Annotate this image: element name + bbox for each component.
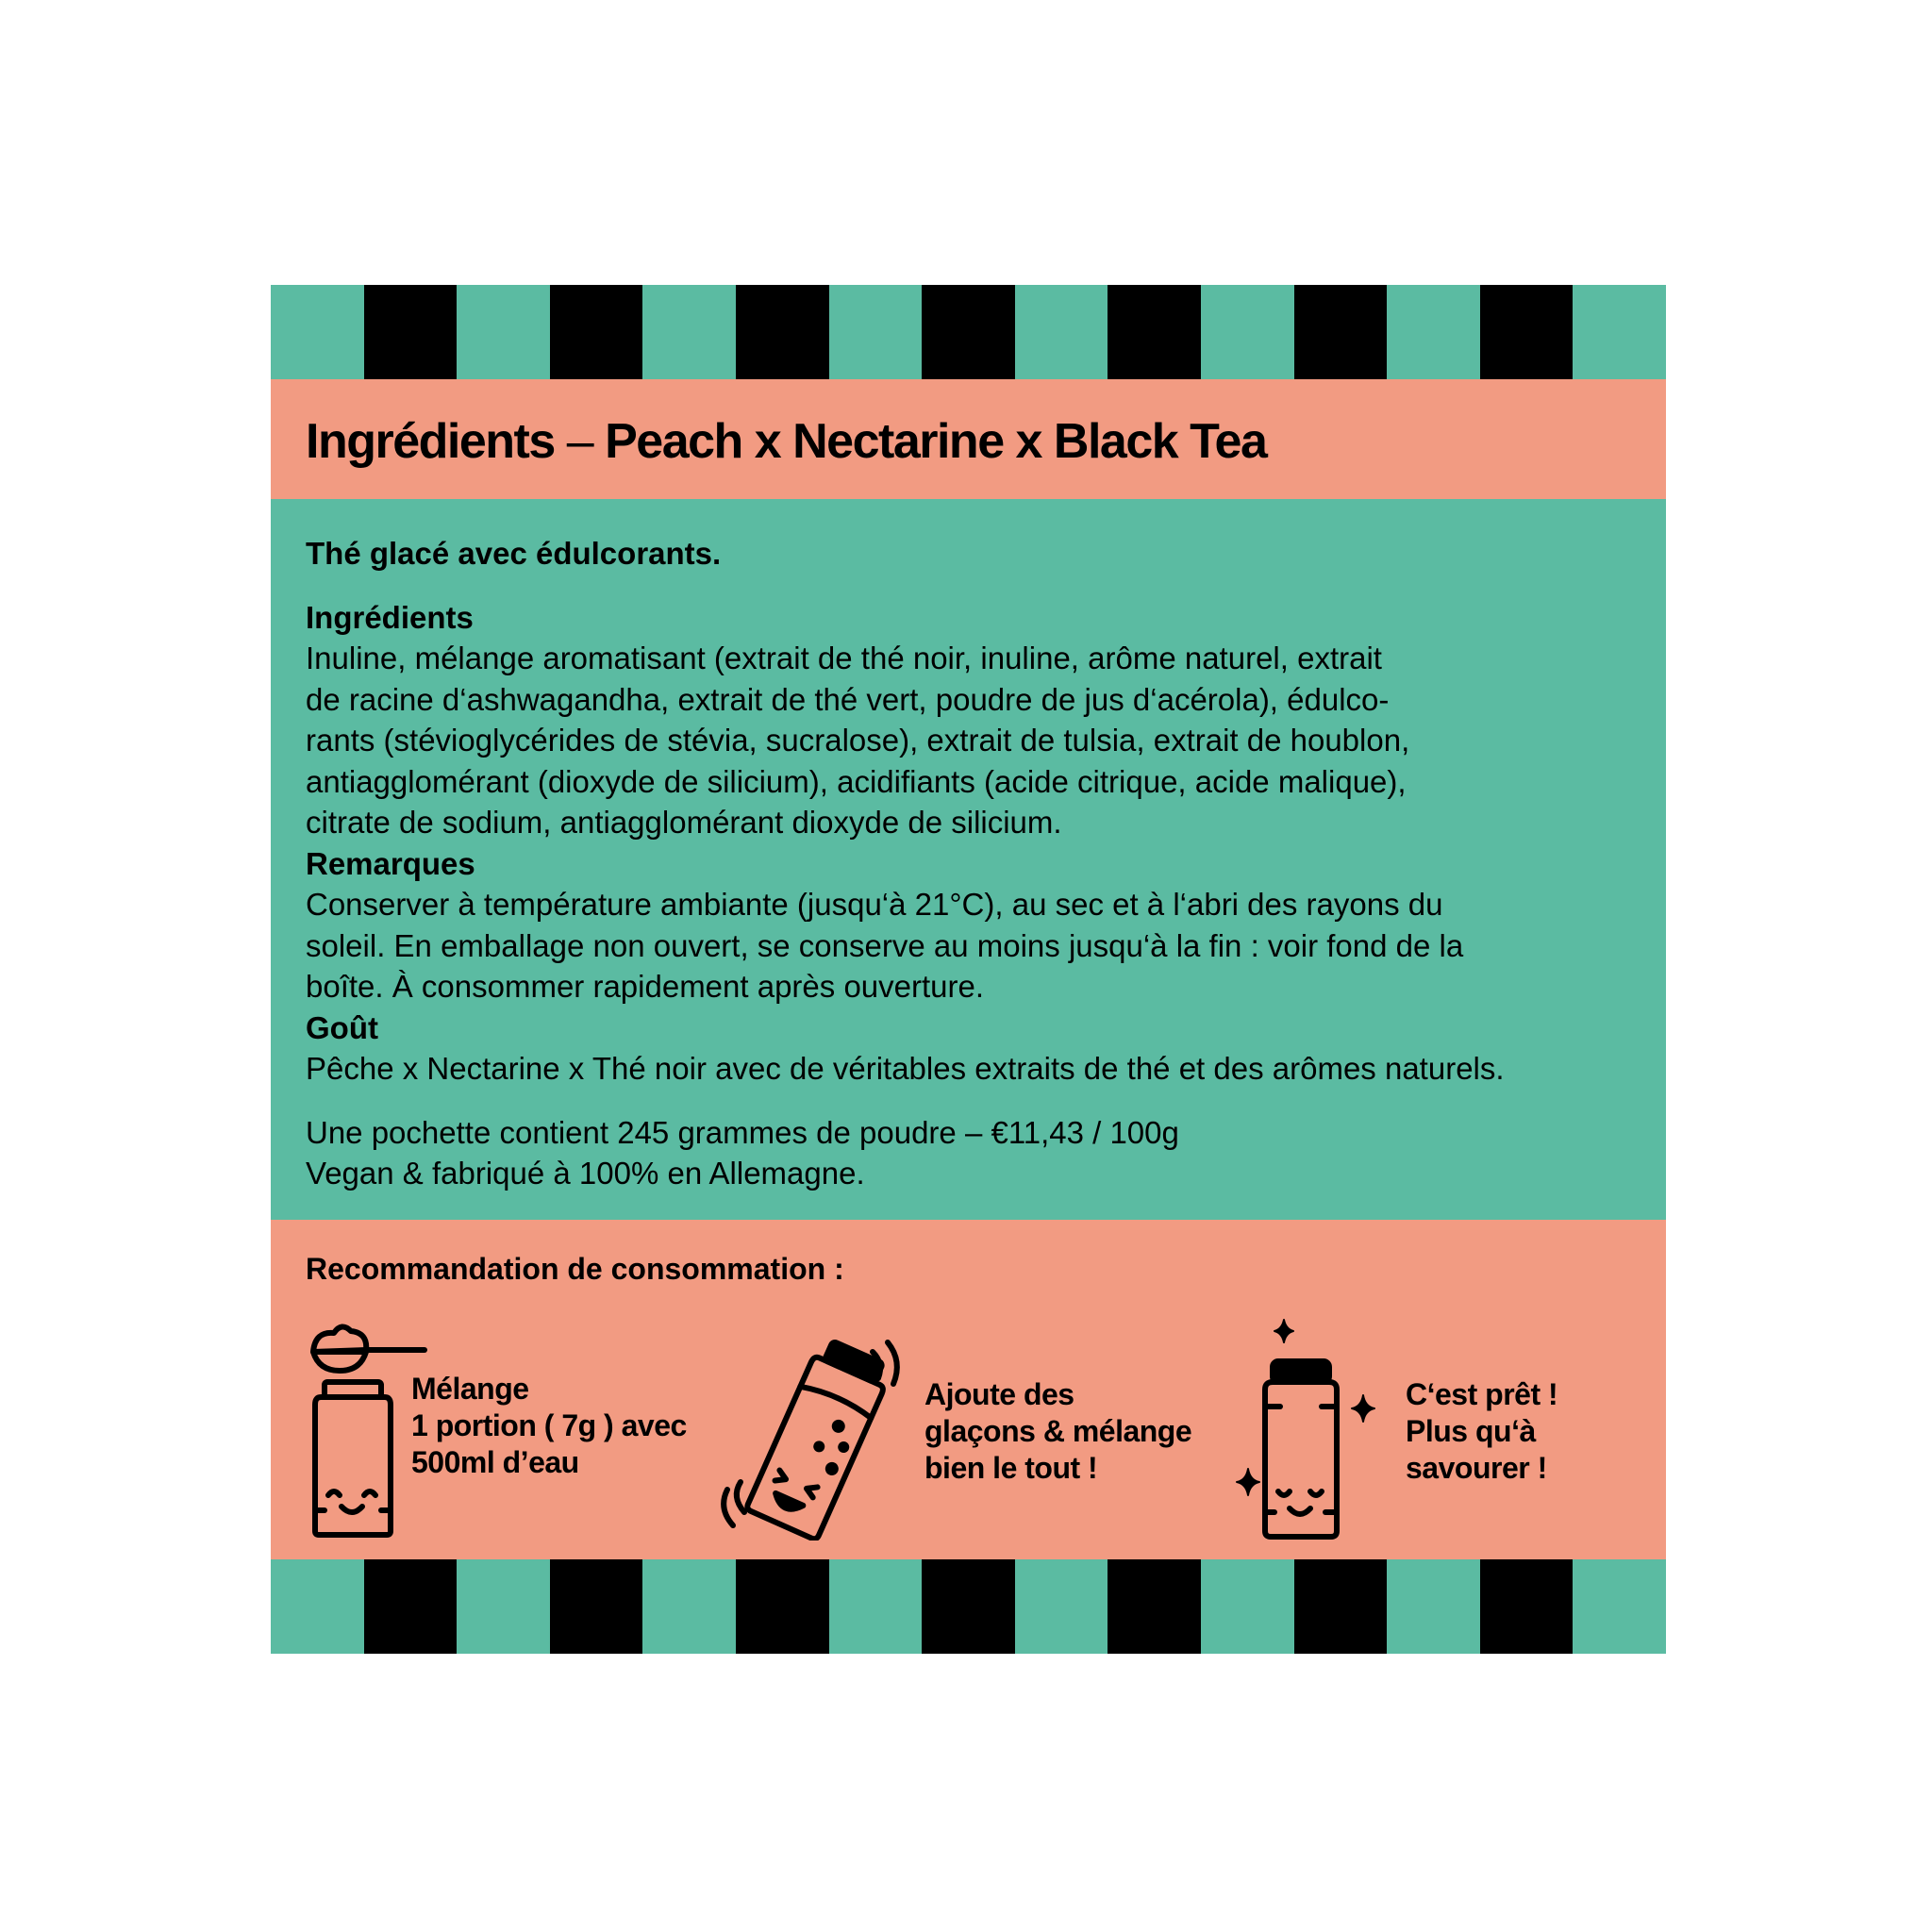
- stripe: [829, 285, 923, 379]
- stripe: [1015, 285, 1108, 379]
- product-subtitle: Thé glacé avec édulcorants.: [306, 536, 722, 571]
- origin-text: Vegan & fabriqué à 100% en Allemagne.: [306, 1156, 865, 1191]
- taste-heading: Goût: [306, 1009, 378, 1045]
- stripe: [271, 285, 364, 379]
- title-dash: –: [554, 414, 606, 469]
- taste-text: Pêche x Nectarine x Thé noir avec de véritables extraits de thé et des arômes naturels.: [306, 1051, 1505, 1086]
- ingredients-line: rants (stévioglycérides de stévia, sucralose), extrait de tulsia, extrait de houblon,: [306, 723, 1410, 758]
- shaking-bottle-icon: [712, 1331, 918, 1541]
- stripe: [1573, 1559, 1666, 1654]
- ingredients-line: citrate de sodium, antiagglomérant dioxyde de silicium.: [306, 805, 1062, 840]
- step-ice-text: Ajoute des glaçons & mélange bien le tout !: [924, 1377, 1192, 1485]
- ingredients-line: Inuline, mélange aromatisant (extrait de thé noir, inuline, arôme naturel, extrait: [306, 641, 1382, 675]
- title-main: Ingrédients: [306, 414, 555, 469]
- bottom-stripe-band: [271, 1559, 1666, 1654]
- stripe: [550, 1559, 643, 1654]
- stripe: [1201, 1559, 1294, 1654]
- stripe: [1387, 1559, 1480, 1654]
- pouch-text: Une pochette contient 245 grammes de poudre – €11,43 / 100g: [306, 1114, 1179, 1150]
- stripe: [271, 1559, 364, 1654]
- stripe: [1108, 1559, 1201, 1654]
- sparkling-bottle-icon: [1235, 1316, 1378, 1542]
- ingredients-band: [271, 499, 1666, 1220]
- stripe: [364, 285, 458, 379]
- stripe: [1294, 285, 1388, 379]
- ingredients-content: [306, 533, 1645, 1194]
- stripe: [364, 1559, 458, 1654]
- stripe: [1015, 1559, 1108, 1654]
- ingredients-line: antiagglomérant (dioxyde de silicium), acidifiants (acide citrique, acide malique),: [306, 763, 1407, 799]
- recommendation-title: Recommandation de consommation :: [306, 1252, 844, 1286]
- product-info-card: [271, 285, 1666, 1654]
- stripe: [457, 285, 550, 379]
- stripe: [1108, 285, 1201, 379]
- stripe: [829, 1559, 923, 1654]
- top-stripe-band: [271, 285, 1666, 379]
- stripe: [736, 1559, 829, 1654]
- stripe: [922, 285, 1015, 379]
- stripe: [1480, 1559, 1574, 1654]
- stripe: [1201, 285, 1294, 379]
- title-band: [271, 379, 1666, 499]
- remarks-line: Conserver à température ambiante (jusqu‘à 21°C), au sec et à l‘abri des rayons du: [306, 887, 1443, 922]
- remarks-line: boîte. À consommer rapidement après ouverture.: [306, 969, 985, 1004]
- stripe: [457, 1559, 550, 1654]
- ingredients-heading: Ingrédients: [306, 599, 474, 635]
- recommendation-band: [271, 1220, 1666, 1559]
- stripe: [1387, 285, 1480, 379]
- stripe: [736, 285, 829, 379]
- step-ready-text: C‘est prêt ! Plus qu‘à savourer !: [1406, 1377, 1558, 1485]
- page-title: [306, 413, 1266, 470]
- title-product: Peach x Nectarine x Black Tea: [605, 414, 1267, 469]
- step-mix-text: Mélange 1 portion ( 7g ) avec 500ml d’eau: [411, 1372, 687, 1479]
- stripe: [1573, 285, 1666, 379]
- ingredients-line: de racine d‘ashwagandha, extrait de thé vert, poudre de jus d‘acérola), édulco-: [306, 681, 1390, 717]
- stripe: [1294, 1559, 1388, 1654]
- stripe: [550, 285, 643, 379]
- stripe: [1480, 285, 1574, 379]
- stripe: [642, 285, 736, 379]
- remarks-line: soleil. En emballage non ouvert, se conserve au moins jusqu‘à la fin : voir fond de la: [306, 927, 1464, 963]
- stripe: [642, 1559, 736, 1654]
- stripe: [922, 1559, 1015, 1654]
- remarks-heading: Remarques: [306, 845, 475, 881]
